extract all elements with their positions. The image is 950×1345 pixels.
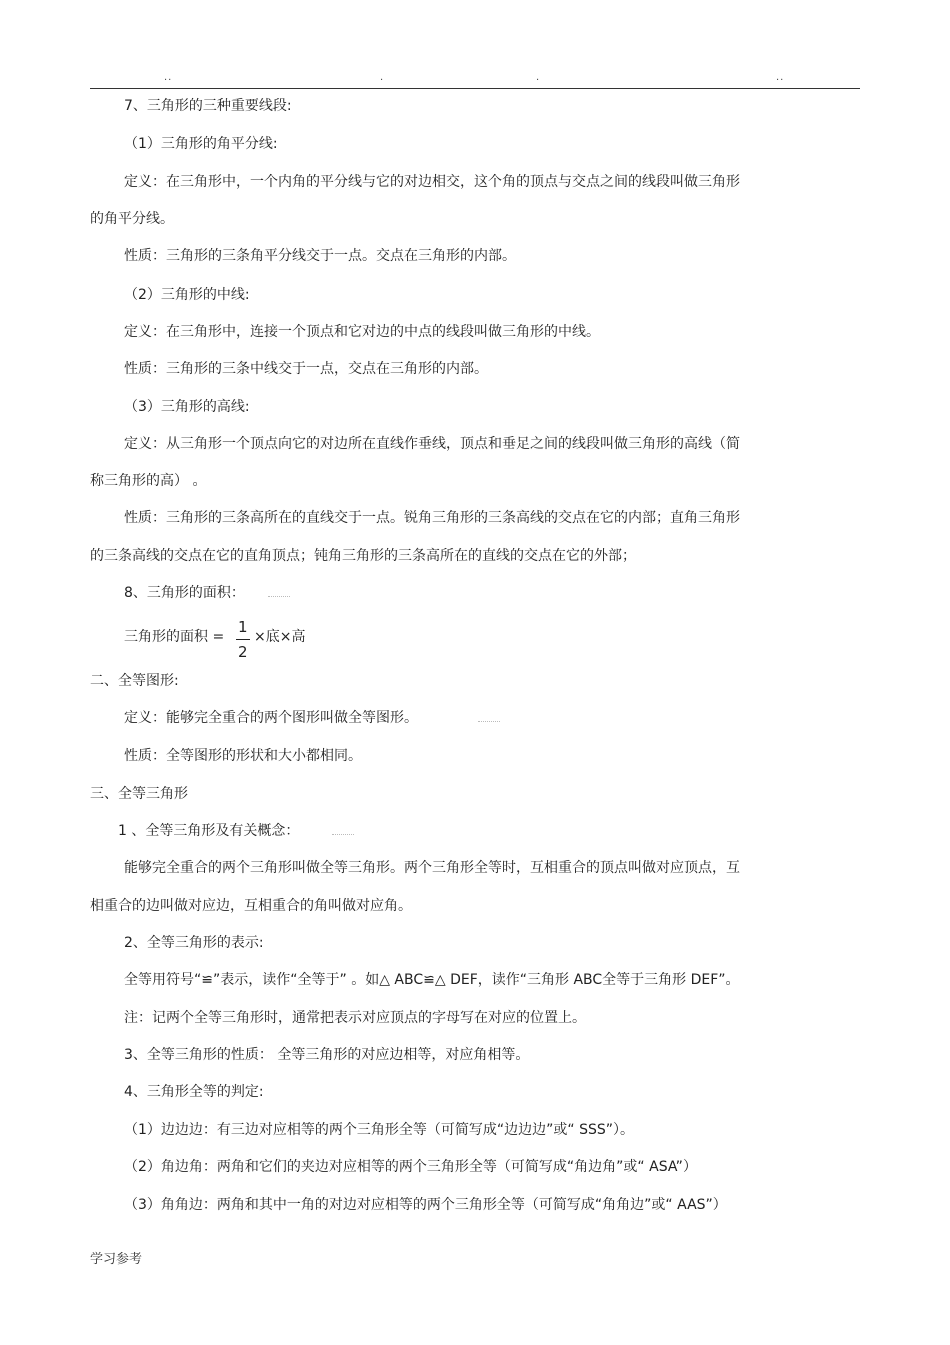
page-footer: 学习参考	[90, 1252, 143, 1267]
faint-mark	[268, 596, 290, 597]
section-heading: 2、全等三角形的表示:	[124, 935, 264, 951]
fraction-bar	[236, 639, 250, 640]
section-heading: 1 、全等三角形及有关概念：	[118, 823, 300, 839]
paragraph-line: 性质：全等图形的形状和大小都相同。	[124, 748, 362, 764]
paragraph-line: 定义：在三角形中，连接一个顶点和它对边的中点的线段叫做三角形的中线。	[124, 324, 600, 340]
paragraph-line: 能够完全重合的两个三角形叫做全等三角形。两个三角形全等时，互相重合的顶点叫做对应顶点，互	[124, 860, 740, 876]
paragraph-line: 的三条高线的交点在它的直角顶点；钝角三角形的三条高所在的直线的交点在它的外部；	[90, 548, 636, 564]
paragraph-line: （1）边边边：有三边对应相等的两个三角形全等（可简写成“边边边”或“ SSS”）。	[124, 1122, 635, 1138]
subsection-heading: （3）三角形的高线:	[124, 399, 250, 415]
paragraph-line: 注：记两个全等三角形时，通常把表示对应顶点的字母写在对应的位置上。	[124, 1010, 586, 1026]
section-heading: 4、三角形全等的判定:	[124, 1084, 264, 1100]
fraction-numerator: 1	[238, 618, 248, 636]
paragraph-line: 称三角形的高） 。	[90, 473, 207, 489]
paragraph-line: 相重合的边叫做对应边，互相重合的角叫做对应角。	[90, 898, 412, 914]
header-dots: ..	[776, 72, 785, 83]
header-rule	[90, 88, 860, 89]
paragraph-line: 定义：从三角形一个顶点向它的对边所在直线作垂线，顶点和垂足之间的线段叫做三角形的高线（简	[124, 436, 740, 452]
paragraph-line: 性质：三角形的三条角平分线交于一点。交点在三角形的内部。	[124, 248, 516, 264]
chapter-heading: 二、全等图形:	[90, 673, 179, 689]
paragraph-line: （2）角边角：两角和它们的夹边对应相等的两个三角形全等（可简写成“角边角”或“ ASA”）	[124, 1159, 697, 1175]
faint-mark	[478, 721, 500, 722]
header-dots: .	[380, 72, 385, 83]
paragraph-line: （3）角角边：两角和其中一角的对边对应相等的两个三角形全等（可简写成“角角边”或“ AAS”）	[124, 1197, 727, 1213]
fraction-denominator: 2	[238, 643, 248, 661]
formula-rest: ×底×高	[254, 629, 306, 645]
paragraph-line: 3、全等三角形的性质： 全等三角形的对应边相等，对应角相等。	[124, 1047, 530, 1063]
section-heading: 8、三角形的面积：	[124, 585, 245, 601]
paragraph-line: 定义：能够完全重合的两个图形叫做全等图形。	[124, 710, 418, 726]
faint-mark	[332, 834, 354, 835]
chapter-heading: 三、全等三角形	[90, 786, 188, 802]
formula-label: 三角形的面积 =	[124, 629, 225, 645]
paragraph-line: 全等用符号“≌”表示，读作“全等于” 。如△ ABC≌△ DEF，读作“三角形 ABC全等于三角形 DEF”。	[124, 972, 740, 988]
subsection-heading: （1）三角形的角平分线:	[124, 136, 278, 152]
paragraph-line: 性质：三角形的三条中线交于一点，交点在三角形的内部。	[124, 361, 488, 377]
subsection-heading: （2）三角形的中线:	[124, 287, 250, 303]
paragraph-line: 定义：在三角形中，一个内角的平分线与它的对边相交，这个角的顶点与交点之间的线段叫做三角形	[124, 174, 740, 190]
header-dots: ..	[164, 72, 173, 83]
header-dots: .	[536, 72, 541, 83]
section-heading: 7、三角形的三种重要线段:	[124, 98, 292, 114]
paragraph-line: 的角平分线。	[90, 211, 174, 227]
paragraph-line: 性质：三角形的三条高所在的直线交于一点。锐角三角形的三条高线的交点在它的内部；直角三角形	[124, 510, 740, 526]
